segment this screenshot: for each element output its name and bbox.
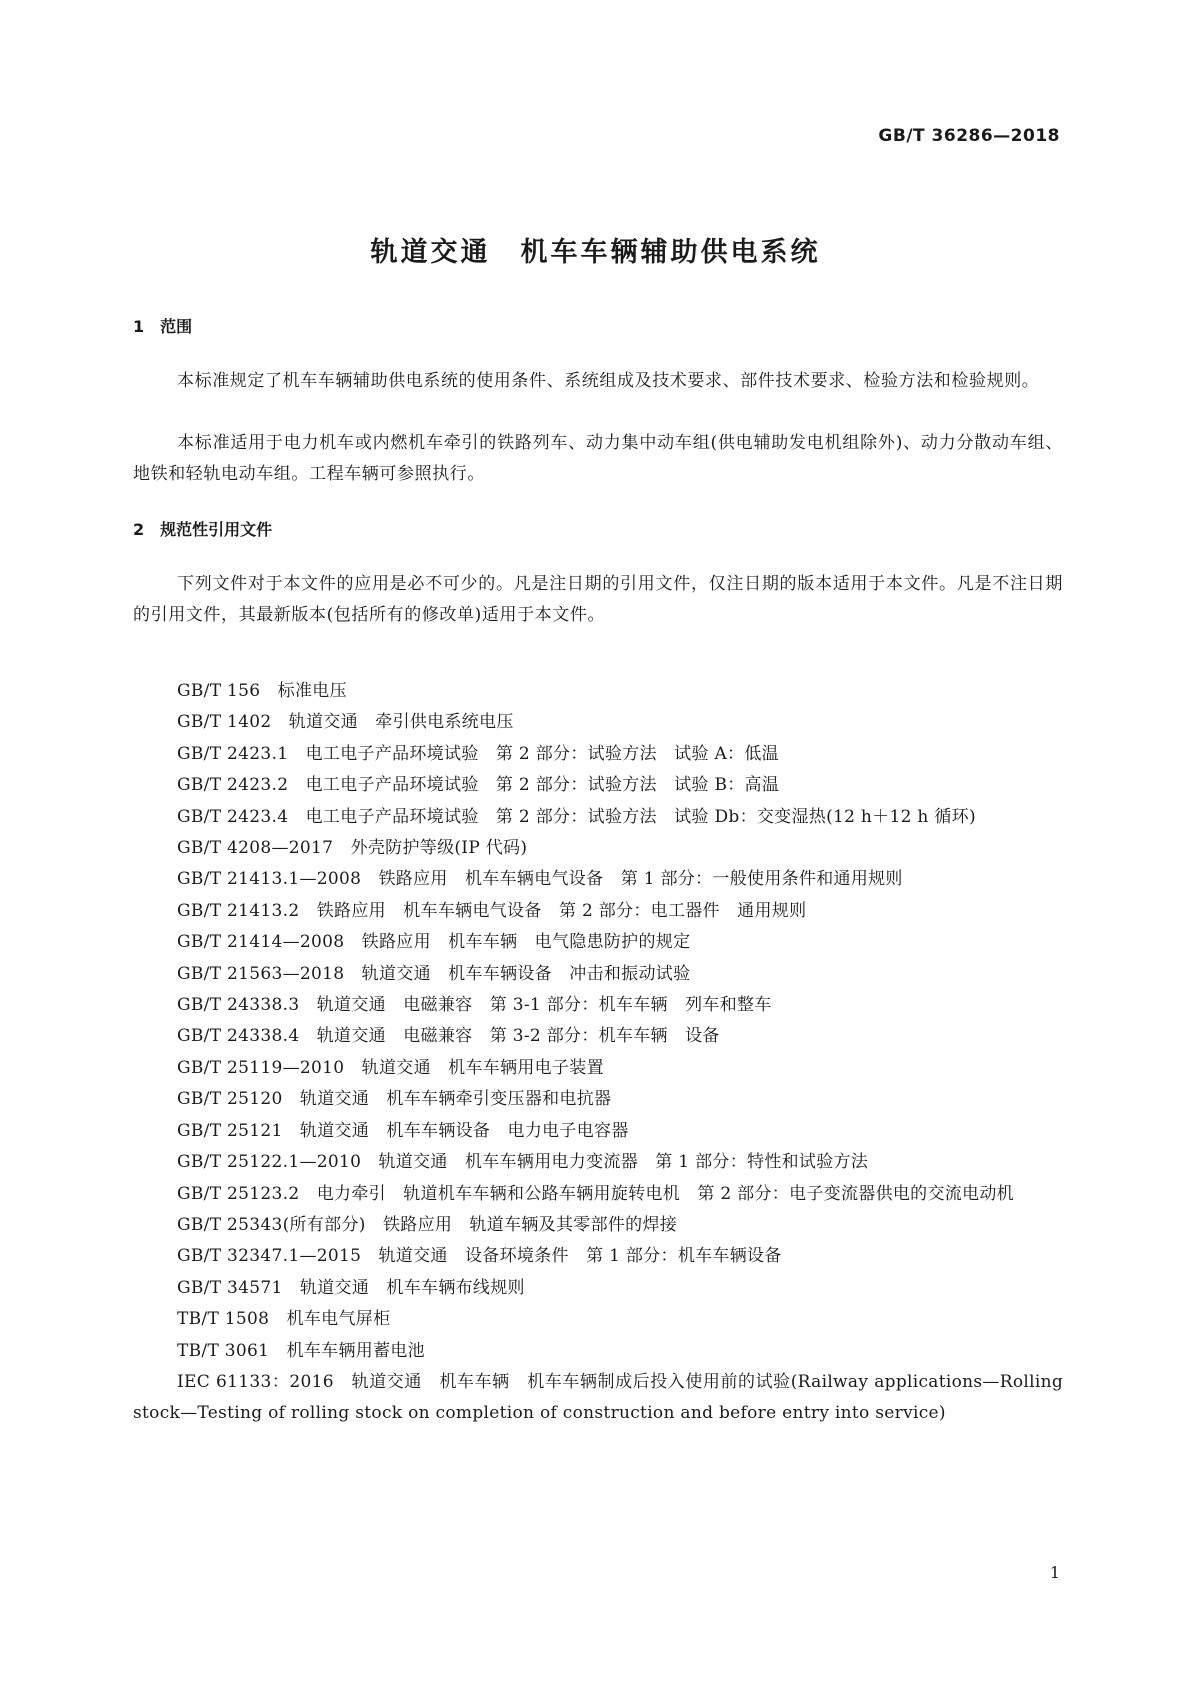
reference-item: GB/T 25343(所有部分) 铁路应用 轨道车辆及其零部件的焊接: [177, 1214, 678, 1235]
reference-item: GB/T 25123.2 电力牵引 轨道机车车辆和公路车辆用旋转电机 第 2 部分：电子变流器供电的交流电动机: [177, 1183, 1014, 1204]
reference-item: TB/T 3061 机车车辆用蓄电池: [177, 1340, 425, 1361]
scope-paragraph-2: 本标准适用于电力机车或内燃机车牵引的铁路列车、动力集中动车组(供电辅助发电机组除外)、动力分散动车组、地铁和轻轨电动车组。工程车辆可参照执行。: [133, 433, 1063, 484]
reference-item: GB/T 21413.2 铁路应用 机车车辆电气设备 第 2 部分：电工器件 通用规则: [177, 900, 807, 921]
reference-item: GB/T 25122.1—2010 轨道交通 机车车辆用电力变流器 第 1 部分：特性和试验方法: [177, 1152, 869, 1173]
reference-item: GB/T 24338.4 轨道交通 电磁兼容 第 3-2 部分：机车车辆 设备: [177, 1026, 720, 1047]
document-title: 轨道交通 机车车辆辅助供电系统: [370, 237, 821, 268]
reference-item: GB/T 2423.4 电工电子产品环境试验 第 2 部分：试验方法 试验 Db：交变湿热(12 h＋12 h 循环): [177, 806, 976, 827]
reference-item: GB/T 24338.3 轨道交通 电磁兼容 第 3-1 部分：机车车辆 列车和整车: [177, 995, 772, 1016]
reference-item: GB/T 25120 轨道交通 机车车辆牵引变压器和电抗器: [177, 1089, 612, 1110]
reference-item: GB/T 2423.2 电工电子产品环境试验 第 2 部分：试验方法 试验 B：高温: [177, 775, 780, 796]
reference-item: GB/T 156 标准电压: [177, 681, 347, 701]
page-number: 1: [1049, 1563, 1060, 1582]
reference-item: GB/T 25121 轨道交通 机车车辆设备 电力电子电容器: [177, 1120, 629, 1141]
section-1-heading: 1 范围: [133, 317, 193, 336]
reference-item: GB/T 34571 轨道交通 机车车辆布线规则: [177, 1277, 525, 1298]
references-intro: 下列文件对于本文件的应用是必不可少的。凡是注日期的引用文件，仅注日期的版本适用于本文件。凡是不注日期的引用文件，其最新版本(包括所有的修改单)适用于本文件。: [133, 574, 1063, 625]
reference-item: GB/T 21414—2008 铁路应用 机车车辆 电气隐患防护的规定: [177, 932, 691, 953]
section-2-heading: 2 规范性引用文件: [133, 520, 273, 539]
reference-item: GB/T 2423.1 电工电子产品环境试验 第 2 部分：试验方法 试验 A：低温: [177, 743, 779, 764]
reference-item: TB/T 1508 机车电气屏柜: [177, 1309, 391, 1330]
reference-item: GB/T 21413.1—2008 铁路应用 机车车辆电气设备 第 1 部分：一般使用条件和通用规则: [177, 869, 903, 890]
reference-item: GB/T 25119—2010 轨道交通 机车车辆用电子装置: [177, 1057, 604, 1078]
reference-item: GB/T 1402 轨道交通 牵引供电系统电压: [177, 712, 514, 733]
scope-paragraph-1: 本标准规定了机车车辆辅助供电系统的使用条件、系统组成及技术要求、部件技术要求、检验方法和检验规则。: [177, 371, 1040, 391]
reference-item: GB/T 32347.1—2015 轨道交通 设备环境条件 第 1 部分：机车车辆设备: [177, 1246, 782, 1267]
standard-code: GB/T 36286—2018: [878, 126, 1060, 146]
reference-list: [133, 676, 1069, 1430]
reference-item: IEC 61133：2016 轨道交通 机车车辆 机车车辆制成后投入使用前的试验(Railway applications—Rolling stock—Testing of rolling stock on completion of construction and before entry into service): [133, 1371, 1069, 1424]
reference-item: GB/T 4208—2017 外壳防护等级(IP 代码): [177, 838, 528, 859]
reference-item: GB/T 21563—2018 轨道交通 机车车辆设备 冲击和振动试验: [177, 963, 691, 984]
